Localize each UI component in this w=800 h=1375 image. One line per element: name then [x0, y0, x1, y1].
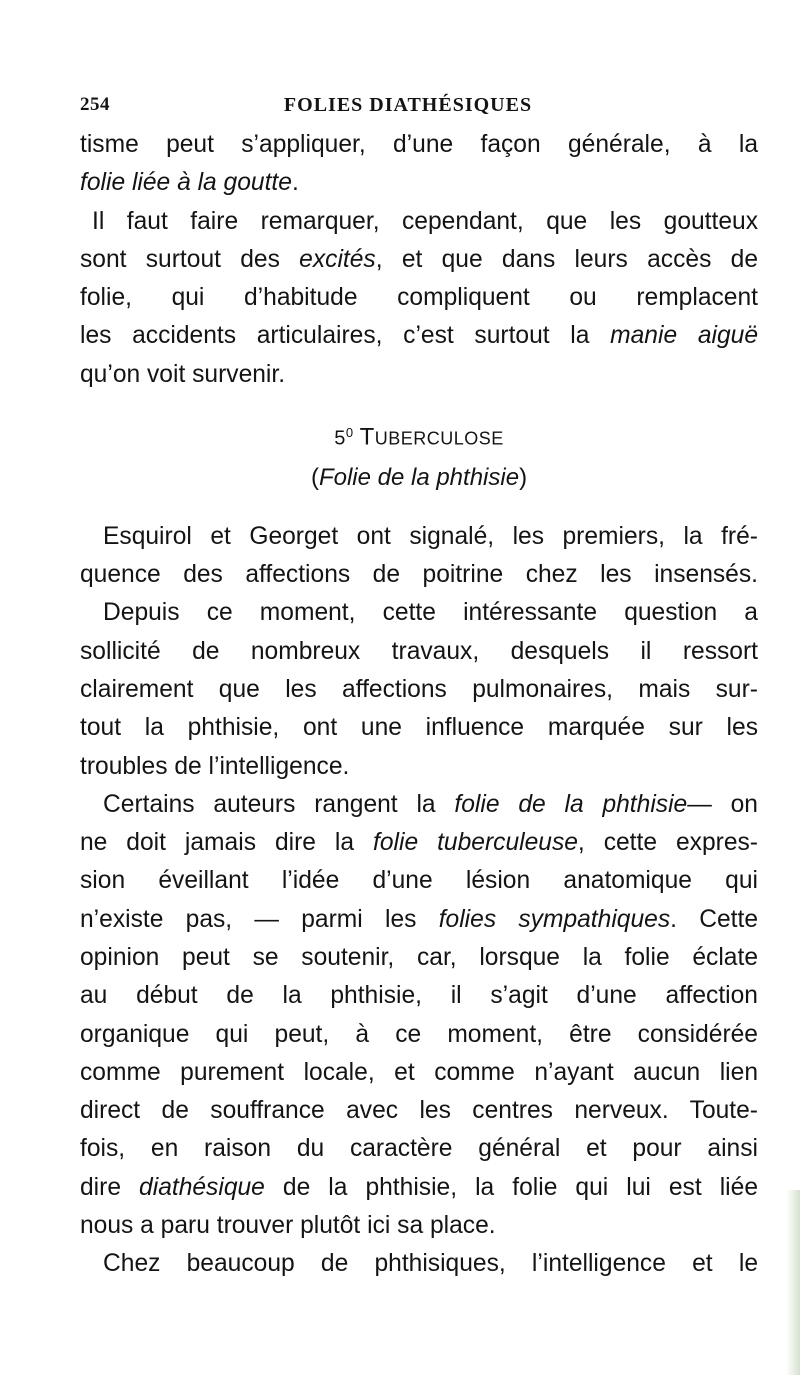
page-body [80, 126, 758, 1284]
text-line: direct de souffrance avec les centres nerveux. Toute- [80, 1097, 758, 1125]
paragraph-continuation [80, 126, 758, 203]
italic-term: folie de la phthisie [454, 790, 688, 818]
section-subtitle: (Folie de la phthisie) [310, 463, 528, 491]
running-title: FOLIES DIATHÉSIQUES [283, 94, 533, 116]
text-line: quence des affections de poitrine chez les insensés. [80, 561, 758, 589]
text-line: ne doit jamais dire la folie tuberculeuse, cette expres- [80, 829, 758, 857]
paragraph-chez [80, 1245, 758, 1283]
text-line: comme purement locale, et comme n’ayant aucun lien [80, 1058, 758, 1086]
text-line: organique qui peut, à ce moment, être considérée [80, 1020, 758, 1048]
text-line: Depuis ce moment, cette intéressante question a [103, 599, 758, 627]
paragraph-esquirol [80, 518, 758, 595]
text-line: folie, qui d’habitude compliquent ou remplacent [80, 284, 758, 312]
text-line: les accidents articulaires, c’est surtout la manie aiguë [80, 322, 758, 350]
text-line: Esquirol et Georget ont signalé, les premiers, la fré- [103, 522, 758, 550]
text-line: Certains auteurs rangent la folie de la phthisie— on [103, 790, 758, 818]
text-line: sion éveillant l’idée d’une lésion anatomique qui [80, 867, 758, 895]
italic-term: folie tuberculeuse [373, 829, 578, 857]
text-line: n’existe pas, — parmi les folies sympathiques. Cette [80, 905, 758, 933]
text-line: tout la phthisie, ont une influence marquée sur les [80, 714, 758, 742]
text-line: fois, en raison du caractère général et pour ainsi [80, 1135, 758, 1163]
text-line: qu’on voit survenir. [80, 360, 286, 388]
paragraph-goutteux [80, 203, 758, 394]
text-line: sollicité de nombreux travaux, desquels il ressort [80, 637, 758, 665]
italic-term: folies sympathiques [438, 905, 671, 933]
text-line: nous a paru trouver plutôt ici sa place. [80, 1212, 496, 1240]
section-heading: $5^0$ TUBERCULOSE [334, 423, 504, 451]
text-line: dire diathésique de la phthisie, la folie qui lui est liée [80, 1173, 759, 1201]
page-header [80, 94, 736, 124]
text-line: sont surtout des excités, et que dans leurs accès de [80, 245, 758, 273]
paragraph-certains [80, 786, 758, 1246]
text-line: troubles de l’intelligence. [80, 752, 350, 780]
text-line: opinion peut se soutenir, car, lorsque la folie éclate [80, 944, 758, 971]
page-edge-shadow [786, 1190, 800, 1375]
italic-term: manie aiguë [610, 322, 758, 350]
text-line: folie liée à la goutte. [80, 169, 299, 197]
text-line: Il faut faire remarquer, cependant, que les goutteux [92, 207, 758, 235]
italic-term: diathésique [139, 1173, 265, 1201]
italic-term: folie liée à la goutte [80, 169, 292, 197]
text-line: clairement que les affections pulmonaires, mais sur- [80, 675, 758, 703]
text-line: au début de la phthisie, il s’agit d’une affection [80, 982, 758, 1010]
page-number: 254 [80, 94, 110, 115]
text-line: Chez beaucoup de phthisiques, l’intelligence et le [103, 1250, 758, 1278]
text-line: tisme peut s’appliquer, d’une façon générale, à la [80, 131, 758, 158]
paragraph-depuis [80, 594, 758, 785]
italic-term: excités [299, 245, 376, 273]
